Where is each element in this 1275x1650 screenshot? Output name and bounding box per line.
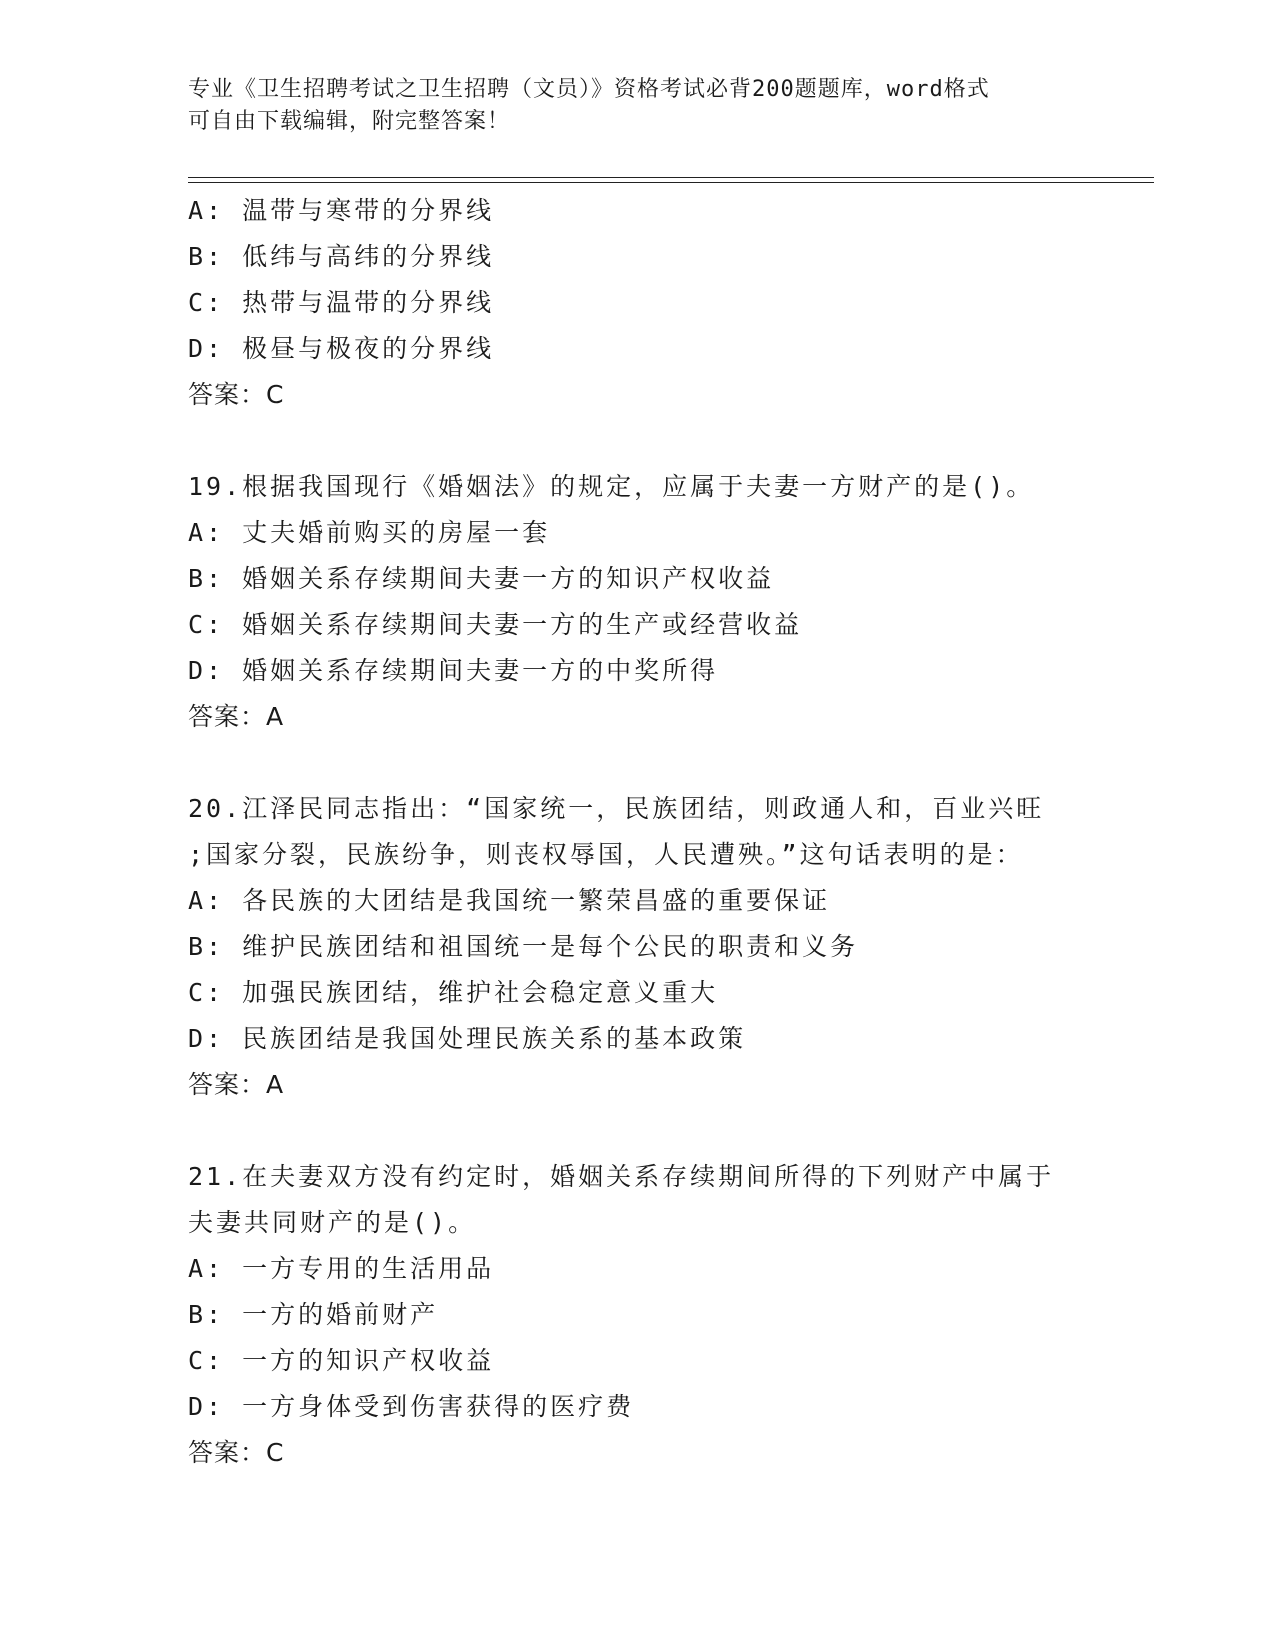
option-a: A: 各民族的大团结是我国统一繁荣昌盛的重要保证 [188,886,831,915]
question-block-20 [188,786,1088,1108]
option-b: B: 低纬与高纬的分界线 [188,242,495,271]
header-line-2: 可自由下载编辑，附完整答案！ [188,109,511,134]
header-line-1: 专业《卫生招聘考试之卫生招聘（文员）》资格考试必背200题题库，word格式 [188,77,990,102]
question-text: 21.在夫妻双方没有约定时，婚姻关系存续期间所得的下列财产中属于 [188,1162,1055,1191]
option-d: D: 极昼与极夜的分界线 [188,334,495,363]
option-b: B: 一方的婚前财产 [188,1300,439,1329]
option-d: D: 一方身体受到伤害获得的医疗费 [188,1392,635,1421]
option-b: B: 婚姻关系存续期间夫妻一方的知识产权收益 [188,564,775,593]
option-d: D: 民族团结是我国处理民族关系的基本政策 [188,1024,747,1053]
question-text: 19.根据我国现行《婚姻法》的规定，应属于夫妻一方财产的是()。 [188,472,1035,501]
question-list [188,188,1088,1476]
spacer [188,1108,1088,1154]
question-block-19 [188,464,1088,740]
option-d: D: 婚姻关系存续期间夫妻一方的中奖所得 [188,656,719,685]
document-header [188,74,1088,138]
header-divider-bottom [188,182,1154,183]
answer-label: 答案：C [188,380,285,409]
spacer [188,740,1088,786]
option-c: C: 加强民族团结，维护社会稳定意义重大 [188,978,719,1007]
question-block-18 [188,188,1088,418]
question-text: 20.江泽民同志指出：“国家统一，民族团结，则政通人和，百业兴旺 [188,794,1045,823]
question-text-continued: ;国家分裂，民族纷争，则丧权辱国，人民遭殃。”这句话表明的是： [188,840,1024,869]
header-divider-top [188,177,1154,178]
answer-label: 答案：A [188,1070,285,1099]
option-a: A: 丈夫婚前购买的房屋一套 [188,518,551,547]
question-text-continued: 夫妻共同财产的是()。 [188,1208,477,1237]
option-a: A: 一方专用的生活用品 [188,1254,495,1283]
answer-label: 答案：A [188,702,285,731]
option-b: B: 维护民族团结和祖国统一是每个公民的职责和义务 [188,932,859,961]
spacer [188,418,1088,464]
question-block-21 [188,1154,1088,1476]
answer-label: 答案：C [188,1438,285,1467]
option-c: C: 一方的知识产权收益 [188,1346,495,1375]
option-c: C: 婚姻关系存续期间夫妻一方的生产或经营收益 [188,610,803,639]
option-c: C: 热带与温带的分界线 [188,288,495,317]
option-a: A: 温带与寒带的分界线 [188,196,495,225]
